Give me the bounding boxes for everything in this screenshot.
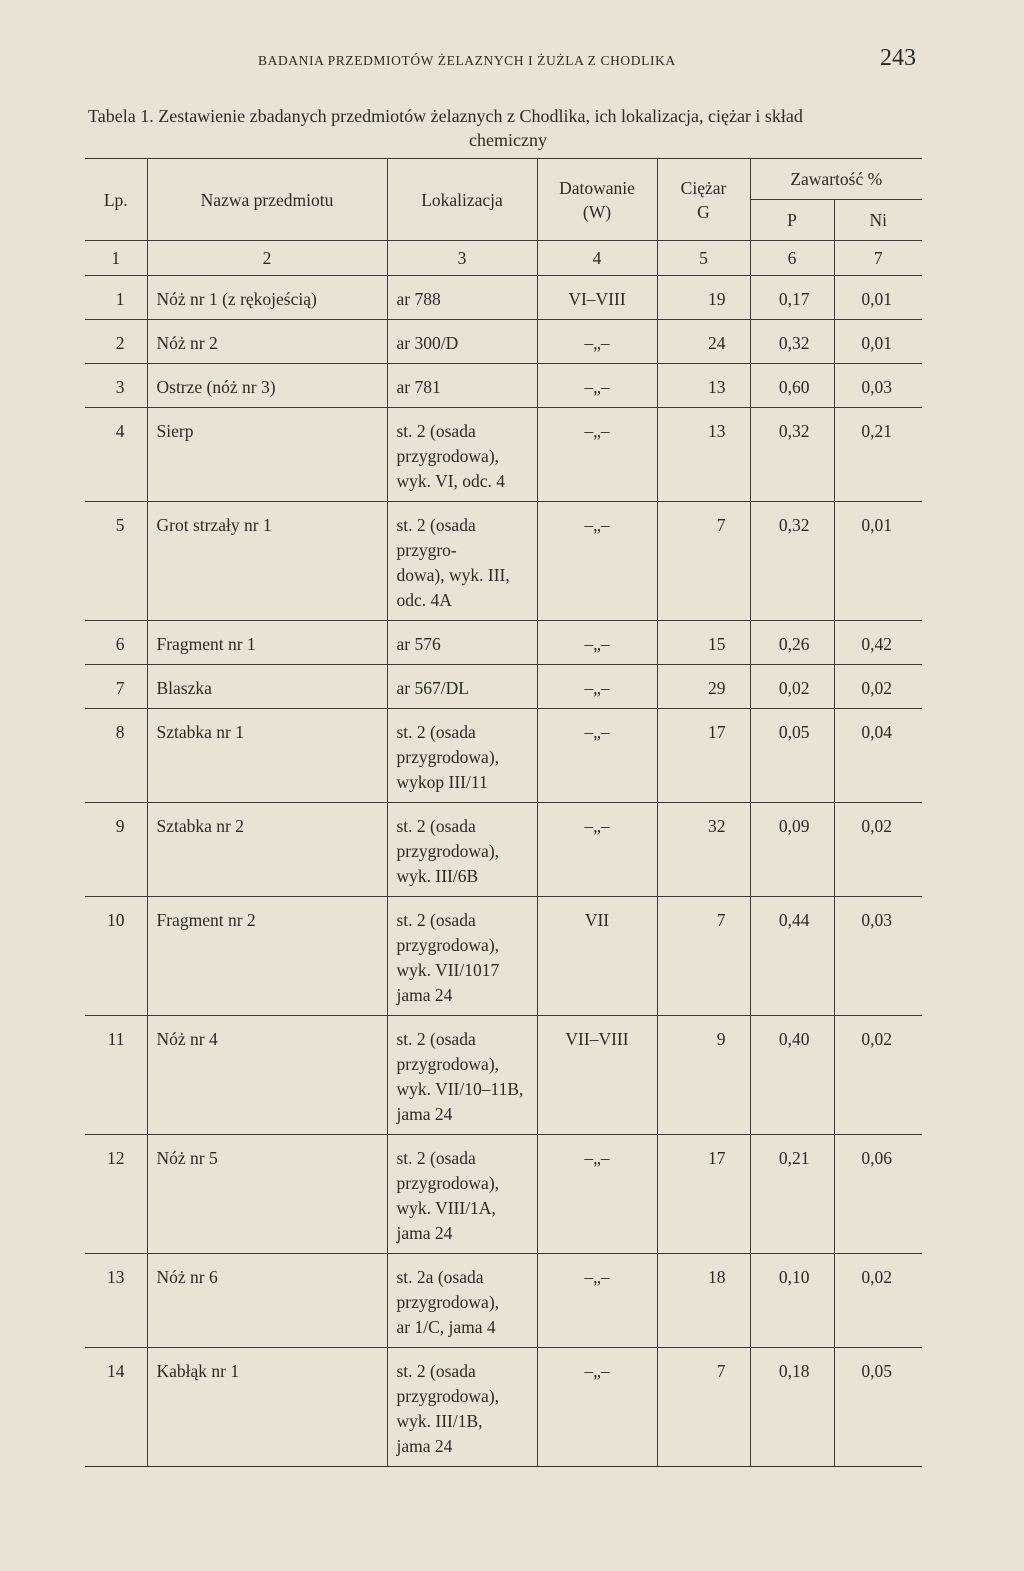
cell-weight (657, 1016, 750, 1135)
header-ni: Ni (834, 200, 922, 241)
cell-p (750, 709, 834, 803)
table-row (85, 803, 922, 897)
cell-ni (834, 665, 922, 709)
cell-ni-text: 0,03 (861, 910, 892, 930)
cell-lp (85, 897, 147, 1016)
cell-p-text: 0,09 (778, 816, 810, 836)
cell-dating (537, 897, 657, 1016)
column-number: 4 (537, 241, 657, 276)
cell-lp (85, 709, 147, 803)
cell-name-text: Nóż nr 6 (156, 1267, 218, 1287)
cell-location-text: st. 2 (osada przygrodowa), wyk. VII/1017 jama 24 (396, 910, 500, 1005)
cell-weight-text: 29 (708, 678, 726, 698)
cell-lp-text: 14 (107, 1361, 125, 1381)
cell-location (387, 709, 537, 803)
cell-location-text: ar 788 (396, 289, 441, 309)
cell-weight (657, 709, 750, 803)
column-number: 1 (85, 241, 147, 276)
cell-lp (85, 621, 147, 665)
running-title: BADANIA PRZEDMIOTÓW ŻELAZNYCH I ŻUŻLA Z CHODLIKA (258, 53, 676, 68)
cell-ni-text: 0,02 (861, 1029, 892, 1049)
cell-ni (834, 276, 922, 320)
cell-weight-text: 19 (708, 289, 726, 309)
cell-dating (537, 803, 657, 897)
cell-location-text: st. 2 (osada przygro- dowa), wyk. III, odc. 4A (396, 515, 510, 610)
cell-p (750, 408, 834, 502)
cell-p-text: 0,05 (778, 722, 810, 742)
cell-location-text: st. 2 (osada przygrodowa), wyk. III/1B, jama 24 (396, 1361, 500, 1456)
cell-lp-text: 13 (107, 1267, 125, 1287)
cell-p-text: 0,44 (778, 910, 810, 930)
cell-lp-text: 6 (115, 634, 125, 654)
cell-name-text: Kabłąk nr 1 (156, 1361, 240, 1381)
table-row (85, 665, 922, 709)
cell-weight-text: 13 (708, 377, 726, 397)
cell-lp-text: 5 (115, 515, 125, 535)
cell-lp (85, 276, 147, 320)
cell-weight-text: 32 (708, 816, 726, 836)
cell-lp-text: 1 (115, 289, 125, 309)
cell-name (147, 364, 387, 408)
cell-p-text: 0,32 (778, 333, 810, 353)
cell-weight (657, 665, 750, 709)
cell-p (750, 665, 834, 709)
cell-ni-text: 0,04 (861, 722, 892, 742)
cell-lp-text: 11 (107, 1029, 125, 1049)
cell-location (387, 364, 537, 408)
cell-ni-text: 0,01 (861, 289, 892, 309)
cell-weight-text: 17 (708, 722, 726, 742)
cell-ni (834, 364, 922, 408)
cell-location (387, 502, 537, 621)
cell-location-text: ar 300/D (396, 333, 459, 353)
cell-dating (537, 621, 657, 665)
cell-p-text: 0,32 (778, 515, 810, 535)
cell-lp-text: 9 (115, 816, 125, 836)
cell-location (387, 1254, 537, 1348)
cell-dating-text: –„– (584, 634, 610, 654)
cell-location (387, 1016, 537, 1135)
cell-dating-text: –„– (584, 1148, 610, 1168)
cell-weight (657, 408, 750, 502)
cell-name (147, 665, 387, 709)
cell-p (750, 1348, 834, 1467)
cell-lp-text: 2 (115, 333, 125, 353)
caption-line-1: Tabela 1. Zestawienie zbadanych przedmiotów żelaznych z Chodlika, ich lokalizacja, ciężar i skład (88, 106, 803, 126)
cell-dating-text: –„– (584, 421, 610, 441)
cell-name-text: Sztabka nr 2 (156, 816, 244, 836)
cell-name (147, 709, 387, 803)
cell-name (147, 621, 387, 665)
cell-weight (657, 502, 750, 621)
cell-lp (85, 1254, 147, 1348)
cell-p-text: 0,26 (778, 634, 810, 654)
table-row (85, 502, 922, 621)
cell-weight-text: 9 (716, 1029, 726, 1049)
cell-location-text: st. 2 (osada przygrodowa), wyk. VII/10–11B, jama 24 (396, 1029, 524, 1124)
cell-name-text: Sztabka nr 1 (156, 722, 244, 742)
cell-p-text: 0,18 (778, 1361, 810, 1381)
cell-name-text: Sierp (156, 421, 194, 441)
cell-location-text: st. 2 (osada przygrodowa), wyk. VI, odc. 4 (396, 421, 506, 491)
cell-ni (834, 1254, 922, 1348)
cell-p-text: 0,02 (778, 678, 810, 698)
cell-name (147, 1135, 387, 1254)
cell-p (750, 803, 834, 897)
cell-weight-text: 7 (716, 1361, 726, 1381)
cell-location-text: st. 2 (osada przygrodowa), wyk. VIII/1A, jama 24 (396, 1148, 500, 1243)
cell-ni (834, 709, 922, 803)
column-number-row (85, 241, 922, 276)
cell-weight (657, 1348, 750, 1467)
cell-dating (537, 1254, 657, 1348)
cell-ni-text: 0,02 (861, 816, 892, 836)
table-row (85, 276, 922, 320)
cell-ni (834, 621, 922, 665)
cell-lp-text: 3 (115, 377, 125, 397)
column-number: 3 (387, 241, 537, 276)
table-row (85, 1016, 922, 1135)
cell-dating-text: –„– (584, 1361, 610, 1381)
cell-name (147, 502, 387, 621)
cell-ni-text: 0,21 (861, 421, 892, 441)
cell-lp (85, 803, 147, 897)
table-caption (88, 104, 928, 152)
header-lp: Lp. (85, 159, 147, 241)
cell-p (750, 1016, 834, 1135)
cell-ni-text: 0,01 (861, 333, 892, 353)
cell-dating-text: VI–VIII (568, 289, 626, 309)
cell-weight-text: 15 (708, 634, 726, 654)
cell-ni (834, 408, 922, 502)
table-row (85, 897, 922, 1016)
header-content: Zawartość % (750, 159, 922, 200)
header-weight (657, 159, 750, 241)
cell-weight (657, 1254, 750, 1348)
cell-lp (85, 502, 147, 621)
cell-location-text: st. 2 (osada przygrodowa), wyk. III/6B (396, 816, 500, 886)
header-weight-text: Ciężar G (680, 177, 727, 222)
cell-ni-text: 0,06 (861, 1148, 892, 1168)
cell-location (387, 1348, 537, 1467)
cell-p (750, 1254, 834, 1348)
cell-ni (834, 1135, 922, 1254)
cell-dating-text: –„– (584, 722, 610, 742)
cell-dating-text: –„– (584, 816, 610, 836)
cell-name-text: Nóż nr 2 (156, 333, 218, 353)
cell-location (387, 320, 537, 364)
cell-ni (834, 502, 922, 621)
cell-dating (537, 408, 657, 502)
table-row (85, 364, 922, 408)
cell-name (147, 1016, 387, 1135)
cell-ni-text: 0,03 (861, 377, 892, 397)
cell-lp (85, 1348, 147, 1467)
cell-lp (85, 408, 147, 502)
cell-weight (657, 320, 750, 364)
cell-ni-text: 0,05 (861, 1361, 892, 1381)
cell-p (750, 276, 834, 320)
cell-dating (537, 276, 657, 320)
cell-lp (85, 1016, 147, 1135)
cell-p-text: 0,60 (778, 377, 810, 397)
cell-lp-text: 7 (115, 678, 125, 698)
running-header (0, 47, 1024, 73)
table-row (85, 1135, 922, 1254)
caption-line-2: chemiczny (469, 130, 547, 150)
cell-location-text: st. 2 (osada przygrodowa), wykop III/11 (396, 722, 500, 792)
table-row (85, 408, 922, 502)
cell-location (387, 897, 537, 1016)
cell-dating-text: –„– (584, 515, 610, 535)
cell-location (387, 803, 537, 897)
cell-name-text: Ostrze (nóż nr 3) (156, 377, 276, 397)
cell-name-text: Nóż nr 4 (156, 1029, 218, 1049)
cell-dating-text: –„– (584, 1267, 610, 1287)
table-row (85, 320, 922, 364)
cell-location-text: ar 781 (396, 377, 441, 397)
cell-dating-text: VII–VIII (565, 1029, 629, 1049)
page-number: 243 (880, 45, 916, 71)
cell-weight (657, 1135, 750, 1254)
cell-location (387, 665, 537, 709)
cell-p (750, 897, 834, 1016)
cell-location (387, 408, 537, 502)
cell-lp (85, 364, 147, 408)
table-row (85, 1254, 922, 1348)
cell-name-text: Fragment nr 1 (156, 634, 256, 654)
cell-name (147, 276, 387, 320)
header-dating (537, 159, 657, 241)
cell-weight (657, 276, 750, 320)
cell-name (147, 897, 387, 1016)
cell-lp (85, 1135, 147, 1254)
cell-dating (537, 1135, 657, 1254)
cell-ni-text: 0,02 (861, 678, 892, 698)
cell-location (387, 621, 537, 665)
cell-ni (834, 1016, 922, 1135)
cell-dating-text: –„– (584, 678, 610, 698)
cell-p (750, 621, 834, 665)
column-number: 7 (834, 241, 922, 276)
cell-weight-text: 7 (716, 515, 726, 535)
cell-location-text: st. 2a (osada przygrodowa), ar 1/C, jama 4 (396, 1267, 500, 1337)
cell-name (147, 1348, 387, 1467)
cell-name-text: Blaszka (156, 678, 212, 698)
column-number: 6 (750, 241, 834, 276)
cell-location-text: ar 576 (396, 634, 441, 654)
cell-lp (85, 665, 147, 709)
cell-dating (537, 502, 657, 621)
cell-dating (537, 1016, 657, 1135)
cell-weight-text: 13 (708, 421, 726, 441)
cell-dating (537, 364, 657, 408)
cell-name (147, 1254, 387, 1348)
cell-lp-text: 4 (115, 421, 125, 441)
cell-weight (657, 803, 750, 897)
cell-ni (834, 320, 922, 364)
table-row (85, 621, 922, 665)
header-p: P (750, 200, 834, 241)
cell-name (147, 803, 387, 897)
cell-p (750, 1135, 834, 1254)
cell-dating (537, 320, 657, 364)
composition-table (85, 158, 922, 1467)
cell-name-text: Fragment nr 2 (156, 910, 256, 930)
cell-weight-text: 7 (716, 910, 726, 930)
cell-ni (834, 1348, 922, 1467)
cell-weight (657, 621, 750, 665)
cell-ni (834, 803, 922, 897)
table-row (85, 709, 922, 803)
cell-dating-text: VII (584, 910, 610, 930)
cell-p-text: 0,17 (778, 289, 810, 309)
cell-weight-text: 18 (708, 1267, 726, 1287)
cell-p (750, 502, 834, 621)
cell-ni-text: 0,02 (861, 1267, 892, 1287)
cell-lp-text: 10 (107, 910, 125, 930)
column-number: 5 (657, 241, 750, 276)
cell-p (750, 320, 834, 364)
column-number: 2 (147, 241, 387, 276)
cell-dating (537, 665, 657, 709)
cell-lp (85, 320, 147, 364)
cell-dating (537, 1348, 657, 1467)
cell-lp-text: 8 (115, 722, 125, 742)
cell-lp-text: 12 (107, 1148, 125, 1168)
cell-weight (657, 364, 750, 408)
cell-dating-text: –„– (584, 333, 610, 353)
cell-dating-text: –„– (584, 377, 610, 397)
cell-name-text: Grot strzały nr 1 (156, 515, 272, 535)
cell-location (387, 276, 537, 320)
cell-p-text: 0,40 (778, 1029, 810, 1049)
cell-ni (834, 897, 922, 1016)
cell-location-text: ar 567/DL (396, 678, 469, 698)
header-location: Lokalizacja (387, 159, 537, 241)
cell-weight-text: 17 (708, 1148, 726, 1168)
cell-ni-text: 0,01 (861, 515, 892, 535)
cell-p (750, 364, 834, 408)
header-name: Nazwa przedmiotu (147, 159, 387, 241)
header-dating-text: Datowanie (W) (559, 177, 635, 222)
cell-location (387, 1135, 537, 1254)
cell-weight (657, 897, 750, 1016)
cell-weight-text: 24 (708, 333, 726, 353)
cell-dating (537, 709, 657, 803)
cell-p-text: 0,10 (778, 1267, 810, 1287)
cell-name-text: Nóż nr 1 (z rękojeścią) (156, 289, 317, 309)
cell-name (147, 320, 387, 364)
cell-p-text: 0,21 (778, 1148, 810, 1168)
cell-p-text: 0,32 (778, 421, 810, 441)
cell-name (147, 408, 387, 502)
table-row (85, 1348, 922, 1467)
cell-ni-text: 0,42 (861, 634, 892, 654)
cell-name-text: Nóż nr 5 (156, 1148, 218, 1168)
